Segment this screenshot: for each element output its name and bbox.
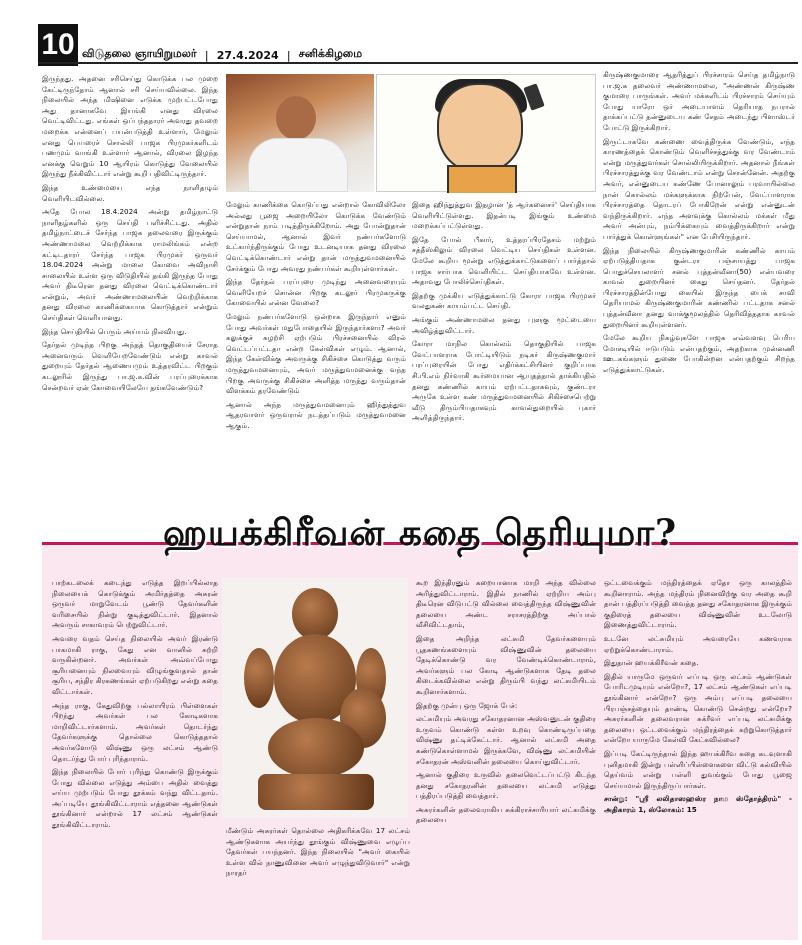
man-shirt: [248, 138, 348, 192]
top-article-col-4: கிருஷ்ணகுமாரை ஆதரித்துப் பிரச்சாரம் செய்த தமிழ்நாடு பா.ஜ.க தலைவர் அண்ணாமலை, "அண்ணன் கிருஷ்ண குமாரை பாருங்கள். அவர் மக்களிடம் பிரச்சாரம் செய்யும் போது யாரோ ஒர் அடையாளம் தெரியாத நபரால் தாக்கப்பட்டு தன்னுடைய கண் சேதம் அடைந்து பிளாஸ்டர் போட்டு இருக்கிறார். இருட்டாகவே கண்ணை வைத்திருக்க வேண்டும், எந்த காரணத்தைக் கொண்டும் வெளிச்சத்துக்கு வர வேண்டாம் என்று மருத்துவர்கள் சொல்லியிருக்கிறார். அதனால் நீங்கள் பிரச்சாரத்துக்கு வர வேண்டாம் என்று சொன்னேன். அதற்கு அவர், என்னுடைய கண்ணே போனாலும் பரவாயில்லை நான் கொல்லம் மக்களுக்காக நிற்பேன், வேட்பாளராக பிரச்சாரத்தை தொடரப் போகிறேன் என்று என்னுடன் வந்திருக்கிறார். எந்த அளவுக்கு கொல்லம் மக்கள் மீது அவர் அன்பும், நம்பிக்கையும் வைத்திருக்கிறார் என்று பார்த்துக் கொள்ளுங்கள்" என பேசியிருந்தார். இந்த நிலையில் கிருஷ்ணகுமாரின் கண்ணில் காயம் ஏற்படுத்தியதாக குன்டரா பஞ்சாயத்து பாஜக பொதுச்செயலாளர் சனல் புத்தன்வீனா(50) என்பவரை காவல் துறையினர் கைது செய்தனர். தேர்தல் பிரச்சாரத்தின்போது கையில் இருந்த பைக் சாவி தெரியாமல் கிருஷ்ணகுமாரின் கண்ணில் பட்டதாக சனல் புத்தன்வீனா தனது வாக்குமூலத்தில் தெரிவித்ததாக காவல் துறையினர் கூறியுள்ளனர். மேலே கூறிய நிகழ்வுகளே பாஜக எவ்வளவு பெரிய மோசடியில் ஈடுபடும் என்பதற்கும், அதற்காக முன்னணி ஊடகங்களும் துணை போகின்றன என்பதற்கும் சிறந்த எடுத்துக்காட்டுகள்.: [603, 70, 795, 375]
source-credit: சான்று: "ஸ்ரீ லலிதாஸஹஸ்ர நாம ஸ்தோத்திரம்" - அதிகாரம் 1, ஸ்லோகம்: 15: [604, 794, 792, 814]
feature-col-2: மீண்டும் அசுரர்கள் தொல்லை அதிகரிக்கவே 17 லட்சம் ஆண்டுகளாக அயர்ந்து தூங்கும் விஷ்ணுவை எழுப்ப தேவர்கள் பயந்தனர். இந்த நிலையில் "அவர் கையில் உள்ள வில் நாணுவினை அவர் எழுந்துவிடுவார்" என்று நாரதர்: [226, 826, 410, 878]
cartoon-illustration: [376, 74, 596, 192]
man-photo: [226, 74, 374, 192]
feature-col-1: பாற்கடலைக் கடைந்து எடுத்த இறப்பில்லாத நிலையைக் கொடுக்கும் அமிர்தத்தை அசுரன் ஒருவர் மாறுவேடம் பூண்டு தேவர்களின் வரிசையில் நின்று குடித்துவிட்டார். இதனால் அவரும் சாகாவரம் பெற்றுவிட்டார். அவரை வதம் செய்த நிலையில் அவர் இரண்டு பாகமாகி ராகு, கேது என வானில் சுற்றி வருகின்றனர். அவர்கள் அவ்வப்போது சூரியனையும் நிலவையும் விழுங்குவதால் தான் சூரிய, சந்திர கிரகணங்கள் ஏற்படுகிறது என்று கதை விட்டார்கள். அந்த ராகு, கேதுவிற்கு பல்லாயிரம் பிள்ளைகள் பிறந்து அவர்கள் பல கோடிகளாக மாறிவிட்டார்களாம். அவர்கள் தொடர்ந்து தேவர்களுக்கு தொல்லை கொடுத்ததால் அவர்களோடு விஷ்ணு ஒரு லட்சம் ஆண்டு தொடர்ந்து போர் புரிந்தாராம். இந்த நிலையில் போர் புரிந்து கொண்டு இருக்கும் போது வில்லை எடுத்து அம்பை அதில் வைத்து எய்ய முற்படும் போது தூக்கம் வந்து விட்டதாம். அப்படியே தூங்கிவிட்டாராம் எத்தனை ஆண்டுகள் தூங்கினார் என்றால் 17 லட்சம் ஆண்டுகள் தூங்கிவிட்டாராம்.: [52, 578, 218, 830]
page-header: விடுதலை ஞாயிறுமலர் | 27.4.2024 | சனிக்கிழமை: [38, 38, 798, 64]
cartoon-face: [437, 83, 523, 173]
top-article-col-3: இதை ஹிந்துத்துவ இதழான 'த் ஆர்கனைசர்' செய்தியாக வெளியிட்டுள்ளது. இதன்படி இங்கும் உண்மை மறைக்கப்பட்டுள்ளது. இதே போல் பீகார், உத்தரப்பிரதேசம் மற்றும் சத்தீஸ்கிலும் விரலை வெட்டிய செய்திகள் உள்ளன. மேலே கூறிய மூன்று எடுத்துக்காட்டுகளைப் பார்த்தால் பாஜக சார்பாக வெளியிட்ட செய்தியாகவே உள்ளன. அதாவது போலிச்செய்திகள். இதற்கு முக்கிய எடுத்துக்காட்டு கோரா பாஜக பிரமுகர் வலதுகண் காயம்பட்ட செய்தி. அங்கும் அண்ணாமலை தனது புளுகு மூட்டையை அவிழ்த்துவிட்டார். கோரா மாநில கொல்லம் தொகுதியில் பாஜக வேட்பாளராக போட்டியிடும் நடிகர் கிருஷ்ணகுமார் பரப்புரையின் போது எதிர்க்கட்சியினர் குறிப்பாக சி.பி.எம் நிர்வாகி கூர்மையான ஆயுதத்தால் தாக்கியதில் தனது கண்ணில் காயம் ஏற்பட்டதாகவும், குண்டரா அருகே உள்ள கண் மருத்துவமனையில் சிகிச்சைபெற்று வீடு திரும்பியதாகவும் காவல்துறையில் புகார் அளித்திருந்தார்.: [412, 200, 596, 423]
top-article-col-1: இருந்தது. அதனை சரிசெய்து கொடுக்க பல முறை கேட்டிருந்தோம் ஆனால் சரி செய்யவில்லை. இந்த நிலையில் அந்த மிஷினை எடுக்க முற்பட்டபோது அது தானாகவே இயங்கி எனது விரலை வெட்டிவிட்டது. எங்கள் ஒப்பந்ததாரர் அவரது தவறை மறைக்க என்னைப் பயன்படுத்தி உள்ளார், மேலும் எனது பெயரைச் சொல்லி பாஜக பிரமுகர்களிடம் பணமும் வாங்கி உள்ளார் ஆனால், விரலை இழந்த எனக்கு வெறும் 10 ஆயிரம் கொடுத்து வேலையில் இருந்து நீக்கிவிட்டார் என்று கூறி பதிவிட்டிருந்தார். இந்த உண்மையை எந்த நாளிதழும் வெளியிடவில்லை. அதே போல 18.4.2024 அன்று தமிழ்நாட்டு நாளிதழ்களில் ஒரு செய்தி பளிச்சிட்டது. அதில் தமிழ்நாட்டைச் சேர்ந்த பாஜக தலைவரை இருக்கும் அண்ணாமலை வெற்றிக்காக ராமலிங்கம் என்ற கட்டிடதாரர் சேர்ந்த பாஜக பிரமுகர் ஒருவர் 18.04.2024 அன்று மாலை கோவை அவிநாசி சாலையில் உள்ள ஒரு விடுதியில் தங்கி இருந்த போது அவர் திடீரென தனது விரலை வெட்டிக்கொண்டார் என்றும், அவர் அண்ணாமலையின் வெற்றிக்காக தனது விரலை காணிக்கையாக கொடுத்தார் என்றும் செய்திகள் வெளியானது. இந்த செய்தியில் பெரும் அய்யம் நிலவியது. தேர்தல் முடிந்த பிறகு அந்தத் தொகுதியைச் சேராத அனைவரும் வெளியேறவேண்டும் என்று காவல் துறையும் தேர்தல் ஆணையமும் உத்தரவிட்ட பிறகும் கடலூரில் இருந்து பா.ஜ.க.வின் பரப்புரைக்காக சென்றவர் ஏன் கோவையிலேயே தங்கவேண்டும்?: [42, 74, 218, 392]
issue-day: சனிக்கிழமை: [298, 47, 363, 60]
feature-headline: ஹயக்கிரீவன் கதை தெரியுமா?: [162, 512, 678, 554]
hayagriva-statue-photo: [222, 578, 408, 818]
page-number: 10: [38, 24, 78, 66]
issue-date: 27.4.2024: [216, 49, 279, 62]
feature-col-4: ஒட்டவைக்கும் மந்திரத்தைக் ஏதோ ஒரு காலத்தில் கூறினாராம். அந்த மந்திரம் நினைவிற்கு வர அதை கூறி தான் பத்திரப்படுத்தி வைத்த தனது சகோதரனாக இருக்கும் குதிரைத் தலையை விஷ்ணுவின் உடலோடு இணைத்துவிட்டாராம். உடனே லட்சுமியும் அவரையே கணவராக ஏற்றுக்கொண்டாராம். இதுதான் ஹயக்கிரீவன் கதை. இதில் யாருமே ஒருவர் எப்படி ஒரு லட்சம் ஆண்டுகள் போரிடமுடியும் என்றோ?, 17 லட்சம் ஆண்டுகள் எப்படி தூங்கினார் என்றோ? ஒரு அம்பு எப்படி தலையை பிரபஞ்சத்தையும் தாண்டி கொண்டு சென்றது என்றோ? அசுரர்களின் தலைவரான சுக்ரீவர் எப்படி லட்சுமிக்கு தலையை ஒட்டவைக்கும் மந்திரத்தைக் கற்றுகொடுத்தார் என்றோ யாருமே கேள்வி கேட்கவில்லை? இப்படி கேட்டிருந்தால் இந்த ஹயக்கிரீவ கதை கடவுளாகி புனிதமாகி இன்று பள்ளிப்பிள்ளைகளை விட்டு கல்வியில் தெய்வம் என்று பள்ளி துவங்கும் போது பூஜை செய்யமால் இருந்திருப்பார்கள். சான்று: "ஸ்ரீ லலிதாஸஹஸ்ர நாம ஸ்தோத்திரம்" - அதிகாரம் 1, ஸ்லோகம்: 15: [604, 578, 792, 814]
top-article-col-2: மேலும் காணிக்கை கொடுப்பது என்றால் கோவிலிலோ அல்லது பூஜை அறையிலோ கொடுக்க வேண்டும் என்றுதான் நாம் படித்திருக்கிறோம். அது போன்றுதான் செய்யாமல், ஆனால் இவர் நண்பர்களோடு உட்கார்ந்திருக்கும் போது உடனடியாக தனது விரலை வெட்டிக்கொண்டார் என்று தான் மருத்துவமனையில் சேர்க்கும் போது அவரது நண்பர்கள் கூறியுள்ளார்கள். இந்த தேர்தல் பரப்புரை முடிந்து அனைவரையும் வெளியேறச் சொன்ன பிறகு கடலூர் பிரமுகருக்கு கோவையில் என்ன வேலை? மேலும் நண்பர்களோடு ஒன்றாக இருந்தார் எனும் போது அவர்கள் மதுபோதையில் இருந்தார்களா? அவர் கலுக்குச் சுழற்சி ஏற்படும் பிரச்சனையில் விரல் வெட்டப்பட்டதா என்ற கேள்விகள் எழும். ஆனால், இந்த கேள்விக்கு அவருக்கு சிகிச்சை கொடுத்து வரும் மருத்துவமனையும், அவர் மருத்துவமனைக்கு வந்த பிறகு அவருக்கு சிகிச்சை அளித்த மருத்து வரும்தான் விளக்கம் தரவேண்டும் ஆனால் அந்த மருத்துவமனையும் ஹிந்துத்துவ ஆதரவாளர் ஒருவரால் நடத்தப்படும் மருத்துவமனை ஆகும்.: [226, 200, 406, 430]
feature-col-3: கூற இந்திரனும் கறையானாக மாறி அந்த வில்லை அரித்துவிட்டாராம். இதில் நாணில் ஏற்றிய அம்பு திடீரென விடுபட்டு வில்லை வைத்திருந்த விஷ்ணுவின் தலையை அண்ட சராசரத்திற்கு அப்பால் வீசிவிட்டதாம், இதை அறிந்த லட்சுமி தேவர்களையும் பூதகணங்களையும் விஷ்ணுவின் தலையை தேடிக்கொண்டு வர வேண்டிக்கொண்டாராம், அவர்களும் பல கோடி ஆண்டுகளாக தேடி தலை கிடைக்கவில்லை என்று திரும்பி வந்து லட்சுமியிடம் கூறினார்களாம். இதற்கு முன்பு ஒரு ஜோக் பேச்: லட்சுமியும் அவரது சகோதரனான அஸ்வனுடன் குதிரை உருவம் கொண்டு கள்ள உறவு கொண்டிருப்பதை விஷ்ணு தட்டிக்கேட்டார். ஆனால் லட்சுமி அதை கண்டுகொள்ளாமல் இருக்கவே, விஷ்ணு லட்சுமியின் சகோதரன் அஸ்வனின் தலையை கொய்துவிட்டார். ஆனால் குதிரை உருவில் தலைவெட்டப்பட்டு கிடந்த தனது சகோதரனின் தலையை லட்சுமி எடுத்து பத்திரப்படுத்தி வைத்தார். அசுரர்களின் தலைவராகிய சுக்கிராச்சாரியார் லட்சுமிக்கு தலையை: [416, 578, 596, 825]
publication-name: விடுதலை ஞாயிறுமலர்: [82, 47, 197, 60]
man-face: [276, 96, 316, 140]
